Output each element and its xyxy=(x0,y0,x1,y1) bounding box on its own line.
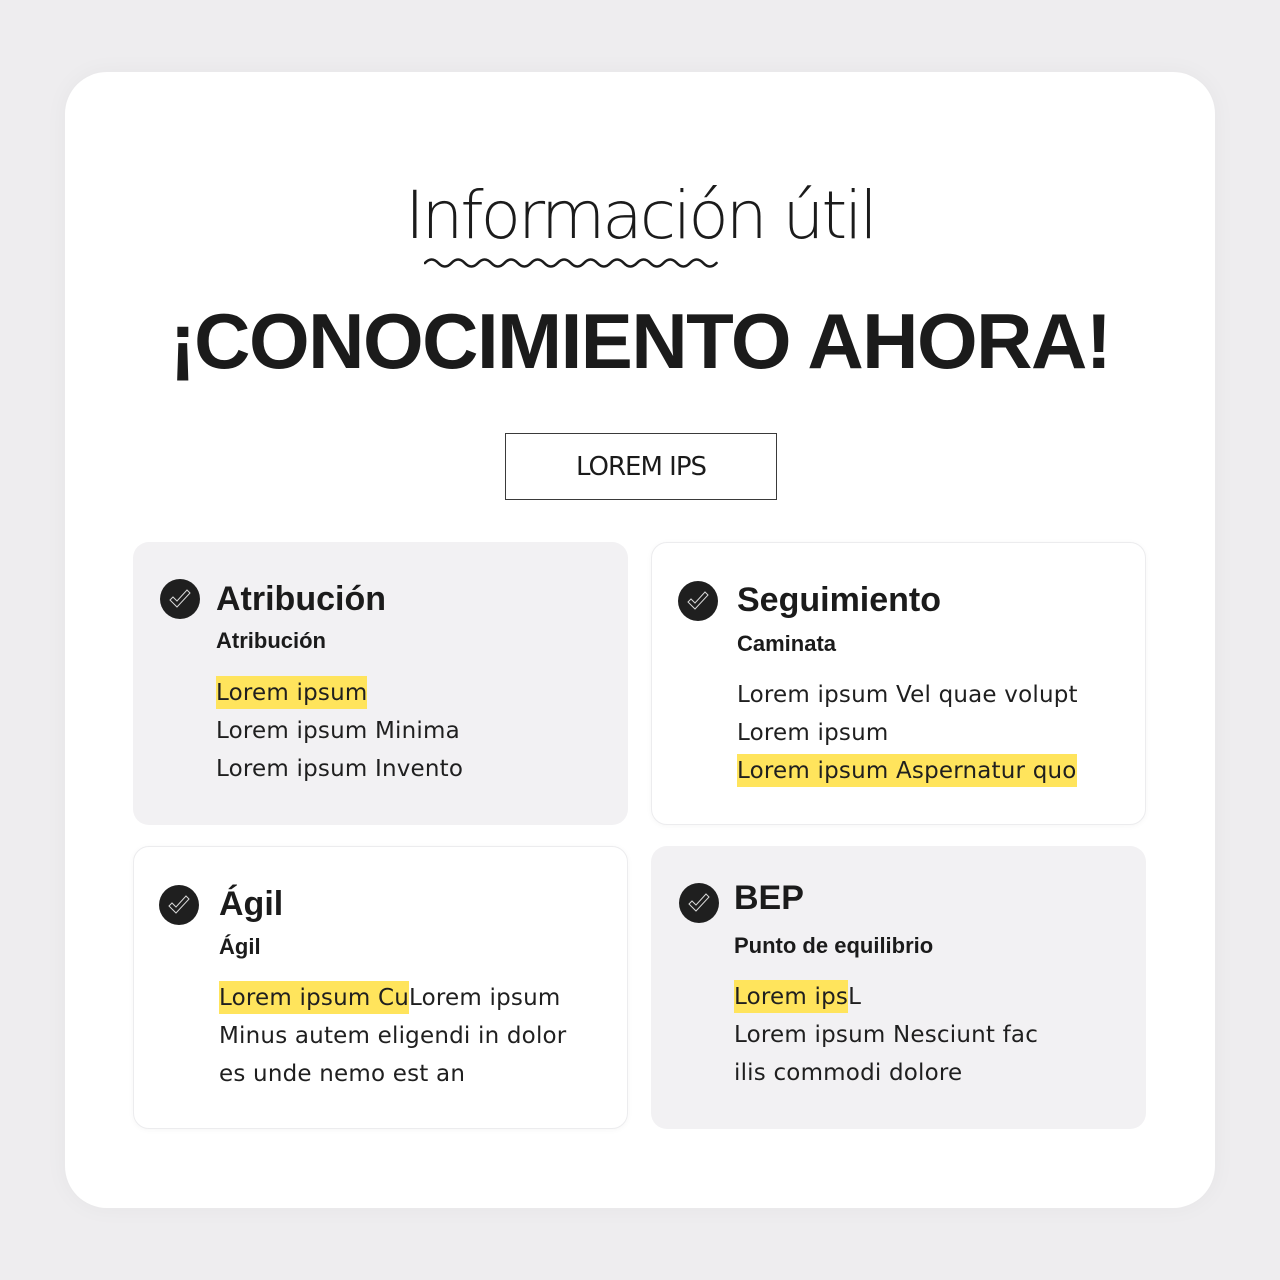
check-circle-icon xyxy=(679,883,719,923)
highlighted-text: Lorem ips xyxy=(734,980,848,1013)
body-line: Lorem ipsum Vel quae volupt xyxy=(737,682,1078,708)
card-title: BEP xyxy=(734,879,804,917)
card-title: Ágil xyxy=(219,885,284,923)
body-line: Lorem ipsum Minima xyxy=(216,718,460,744)
feature-card-seguimiento xyxy=(651,542,1146,825)
card-subtitle: Punto de equilibrio xyxy=(734,933,934,958)
check-circle-icon xyxy=(678,581,718,621)
card-subtitle: Caminata xyxy=(737,631,837,656)
card-subtitle: Atribución xyxy=(216,628,326,653)
card-body: Lorem ipsum CuLorem ipsum Minus autem eligendi in dolor es unde nemo est an xyxy=(219,979,566,1093)
card-subtitle: Ágil xyxy=(219,934,261,959)
page-title: Información útil xyxy=(405,177,875,254)
feature-card-atribucion xyxy=(133,542,628,825)
body-line: ilis commodi dolore xyxy=(734,1060,963,1086)
highlighted-text: Lorem ipsum Cu xyxy=(219,981,409,1014)
card-body xyxy=(737,676,1078,790)
card-body xyxy=(216,674,463,788)
body-line: es unde nemo est an xyxy=(219,1061,466,1087)
feature-card-agil xyxy=(133,846,628,1129)
body-line: Lorem ipsum Nesciunt fac xyxy=(734,1022,1039,1048)
highlighted-text: Lorem ipsum xyxy=(216,676,367,709)
card-title: Seguimiento xyxy=(737,581,942,619)
feature-card-bep xyxy=(651,846,1146,1129)
headline: ¡CONOCIMIENTO AHORA! xyxy=(169,297,1111,385)
check-circle-icon xyxy=(159,885,199,925)
lorem-ips-button[interactable] xyxy=(505,433,777,500)
button-label: LOREM IPS xyxy=(575,451,707,482)
highlighted-text: Lorem ipsum Aspernatur quo xyxy=(737,754,1077,787)
body-line: Lorem ipsum Invento xyxy=(216,756,464,782)
check-circle-icon xyxy=(160,579,200,619)
wavy-underline-icon xyxy=(424,254,718,272)
card-title: Atribución xyxy=(216,580,386,618)
body-line: Lorem ipsum xyxy=(737,720,889,746)
card-body: Lorem ipsL Lorem ipsum Nesciunt fac ilis commodi dolore xyxy=(734,978,1038,1092)
body-line: Minus autem eligendi in dolor xyxy=(219,1023,567,1049)
